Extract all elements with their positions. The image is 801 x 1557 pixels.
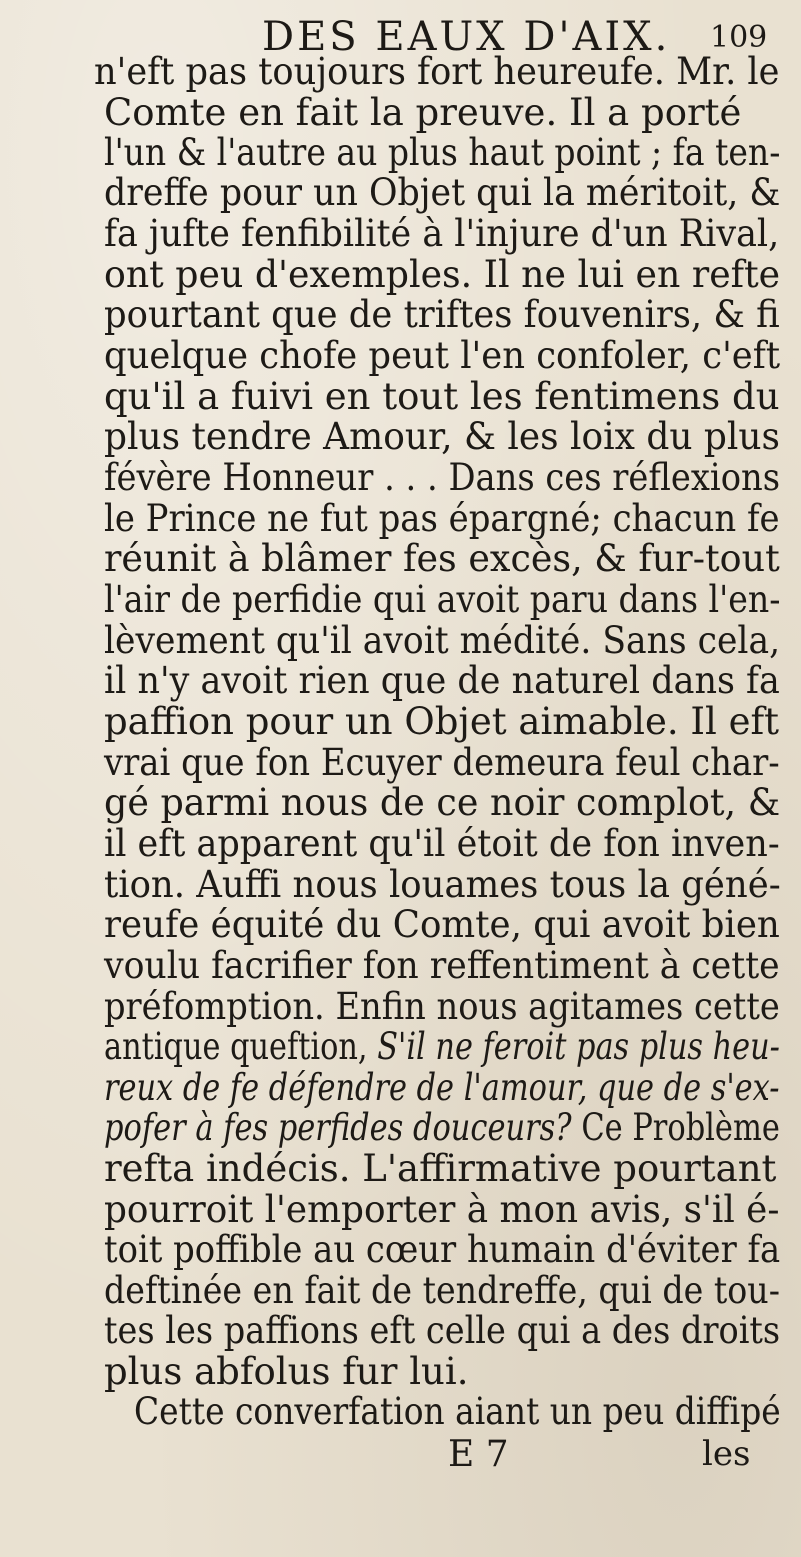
italic-text-run: S'il ne feroit pas plus heu- <box>377 1025 780 1068</box>
text-line: réunit à blâmer fes excès, & fur-tout <box>104 537 780 580</box>
text-line: reufe équité du Comte, qui avoit bien <box>104 903 780 946</box>
text-run: Ce Problème <box>581 1106 780 1149</box>
text-line: le Prince ne fut pas épargné; chacun fe <box>104 497 780 540</box>
text-line: Comte en fait la preuve. Il a porté <box>104 91 742 134</box>
text-line: lèvement qu'il avoit médité. Sans cela, <box>104 619 781 662</box>
text-line <box>104 1066 780 1110</box>
text-line: plus abfolus fur lui. <box>104 1350 469 1393</box>
running-title: DES EAUX D'AIX. <box>262 14 671 60</box>
text-line: l'air de perfidie qui avoit paru dans l'en- <box>104 578 781 621</box>
text-line <box>104 1106 780 1150</box>
text-run: antique queftion, <box>104 1025 368 1068</box>
text-line: vrai que fon Ecuyer demeura feul char- <box>104 741 780 784</box>
text-line: quelque chofe peut l'en confoler, c'eft <box>104 334 781 377</box>
signature-mark: E 7 <box>448 1434 509 1475</box>
text-line: n'eft pas toujours fort heureufe. Mr. le <box>94 50 780 93</box>
text-line: paffion pour un Objet aimable. Il eft <box>104 700 780 743</box>
text-line: fa jufte fenfibilité à l'injure d'un Rival, <box>104 212 780 255</box>
text-line: Cette converfation aiant un peu diffipé <box>134 1390 781 1433</box>
text-line: pourtant que de triftes fouvenirs, & fi <box>104 293 780 336</box>
text-line: qu'il a fuivi en tout les fentimens du <box>104 375 780 418</box>
text-line: toit poffible au cœur humain d'éviter fa <box>104 1228 781 1271</box>
italic-text-run: reux de fe défendre de l'amour, que de s'ex- <box>104 1066 780 1109</box>
page-footer <box>0 1434 801 1484</box>
text-line: tion. Auffi nous louames tous la géné- <box>104 863 781 906</box>
text-line: pourroit l'emporter à mon avis, s'il é- <box>104 1188 780 1231</box>
page-number: 109 <box>710 20 768 55</box>
text-line: préfomption. Enfin nous agitames cette <box>104 985 780 1028</box>
italic-text-run: pofer à fes perfides douceurs? <box>104 1106 572 1149</box>
text-line: dreffe pour un Objet qui la méritoit, & <box>104 171 781 214</box>
text-line: il eft apparent qu'il étoit de fon inven- <box>104 822 780 865</box>
text-line: il n'y avoit rien que de naturel dans fa <box>104 659 780 702</box>
text-line: ont peu d'exemples. Il ne lui en refte <box>104 253 781 296</box>
text-line: févère Honneur . . . Dans ces réflexions <box>104 456 781 499</box>
text-line: gé parmi nous de ce noir complot, & <box>104 781 781 824</box>
text-line: l'un & l'autre au plus haut point ; fa ten- <box>104 131 781 174</box>
catchword: les <box>702 1434 751 1474</box>
text-line: plus tendre Amour, & les loix du plus <box>104 415 780 458</box>
text-line: voulu facrifier fon reffentiment à cette <box>104 944 780 987</box>
text-line <box>104 1025 780 1069</box>
text-line: deftinée en fait de tendreffe, qui de tou- <box>104 1269 780 1312</box>
text-line: tes les paffions eft celle qui a des droits <box>104 1309 781 1352</box>
text-line: refta indécis. L'affirmative pourtant <box>104 1147 777 1190</box>
